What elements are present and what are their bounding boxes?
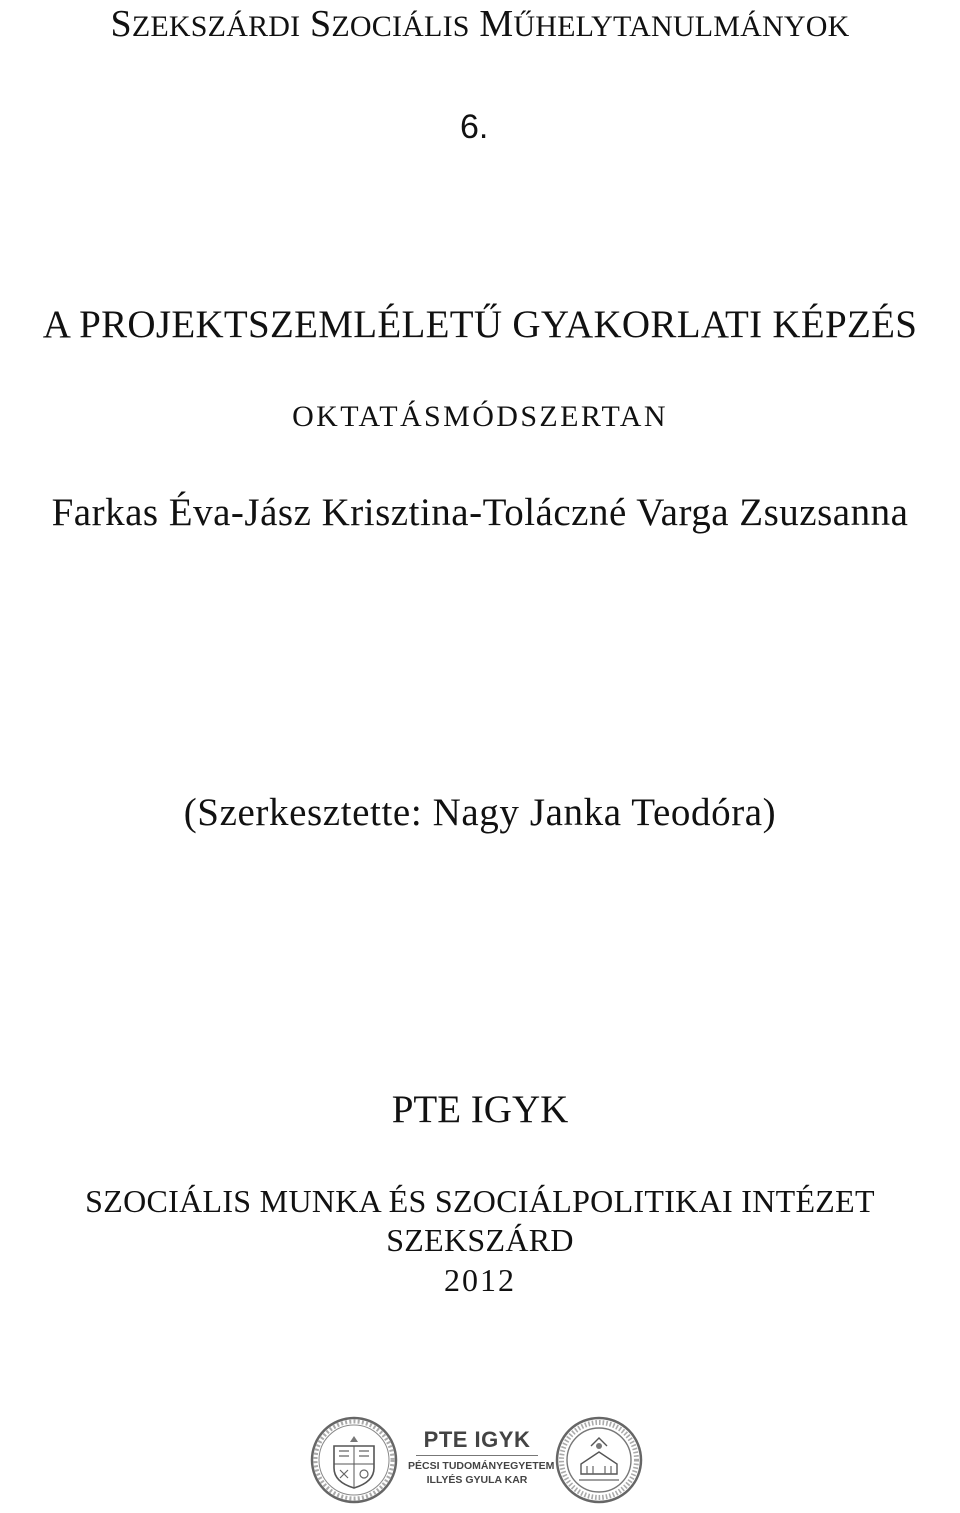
city: SZEKSZÁRD <box>386 1222 574 1258</box>
logo-title: PTE IGYK <box>423 1427 531 1452</box>
document-subtitle: OKTATÁSMÓDSZERTAN <box>292 400 668 433</box>
faculty-seal-icon <box>555 1416 643 1504</box>
year: 2012 <box>444 1262 516 1298</box>
series-initial-3: M <box>479 3 514 45</box>
series-word-1: ZEKSZÁRDI <box>131 10 301 43</box>
logo-faculty-name: ILLYÉS GYULA KAR <box>426 1474 528 1486</box>
document-title: A PROJEKTSZEMLÉLETŰ GYAKORLATI KÉPZÉS <box>42 303 918 346</box>
editor: (Szerkesztette: Nagy Janka Teodóra) <box>183 791 777 834</box>
logo-university-name: PÉCSI TUDOMÁNYEGYETEM <box>408 1460 555 1472</box>
series-title <box>0 2 960 46</box>
volume-number: 6. <box>460 108 489 146</box>
series-initial-1: S <box>110 3 132 45</box>
logo-divider <box>416 1455 538 1456</box>
series-word-3: ŰHELYTANULMÁNYOK <box>513 10 850 43</box>
university-seal-icon <box>310 1416 398 1504</box>
pte-igyk-logo <box>408 1427 555 1498</box>
authors: Farkas Éva-Jász Krisztina-Toláczné Varga Zsuzsanna <box>51 491 909 534</box>
logo-strip <box>0 1414 960 1510</box>
series-initial-2: S <box>310 3 332 45</box>
publisher: PTE IGYK <box>391 1088 569 1131</box>
series-word-2: ZOCIÁLIS <box>331 10 470 43</box>
institute: SZOCIÁLIS MUNKA ÉS SZOCIÁLPOLITIKAI INTÉZET <box>85 1183 875 1219</box>
